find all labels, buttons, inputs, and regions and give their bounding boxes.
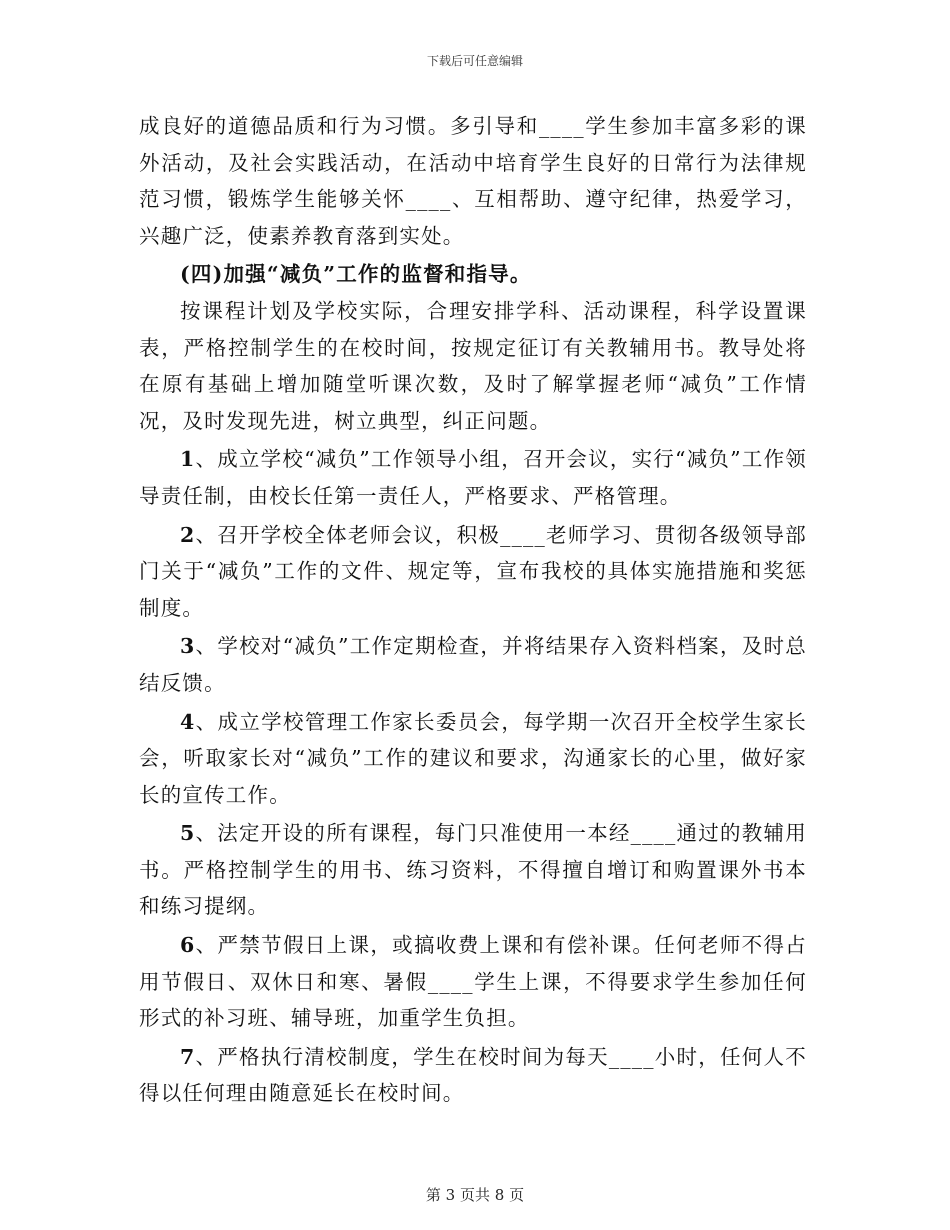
list-item-text: 、严禁节假日上课，或搞收费上课和有偿补课。任何老师不得占用节假日、双休日和寒、暑假____学生上课，不得要求学生参加任何形式的补习班、辅导班，加重学生负担。 (139, 933, 807, 1031)
list-item-text: 、学校对“减负”工作定期检查，并将结果存入资料档案，及时总结反馈。 (139, 634, 807, 695)
list-item-5 (139, 815, 807, 925)
paragraph-intro: 按课程计划及学校实际，合理安排学科、活动课程，科学设置课表，严格控制学生的在校时间，按规定征订有关教辅用书。教导处将在原有基础上增加随堂听课次数，及时了解掌握老师“减负”工作情况，及时发现先进，树立典型，纠正问题。 (139, 298, 807, 433)
list-number: 7 (180, 1044, 196, 1069)
list-number: 6 (180, 933, 196, 958)
list-item-text: 、法定开设的所有课程，每门只准使用一本经____通过的教辅用书。严格控制学生的用书、练习资料，不得擅自增订和购置课外书本和练习提纲。 (139, 821, 807, 919)
page-footer: 第 3 页共 8 页 (425, 1186, 525, 1204)
list-item-4 (139, 704, 807, 814)
section-heading: (四)加强“减负”工作的监督和指导。 (180, 262, 532, 287)
list-item-2 (139, 517, 807, 627)
list-number: 2 (180, 522, 196, 547)
list-item-text: 、成立学校“减负”工作领导小组，召开会议，实行“减负”工作领导责任制，由校长任第一责任人，严格要求、严格管理。 (139, 447, 807, 508)
paragraph-continuation: 成良好的道德品质和行为习惯。多引导和____学生参加丰富多彩的课外活动，及社会实践活动，在活动中培育学生良好的日常行为法律规范习惯，锻炼学生能够关怀____、互相帮助、遵守纪律，热爱学习，兴趣广泛，使素养教育落到实处。 (139, 114, 807, 248)
page-header: 下载后可任意编辑 (426, 54, 523, 68)
list-number: 3 (180, 634, 196, 659)
list-number: 5 (180, 821, 196, 846)
document-body (139, 108, 807, 1112)
list-item-6 (139, 927, 807, 1037)
list-item-text: 、成立学校管理工作家长委员会，每学期一次召开全校学生家长会，听取家长对“减负”工作的建议和要求，沟通家长的心里，做好家长的宣传工作。 (139, 709, 807, 807)
list-number: 4 (180, 709, 196, 734)
list-item-text: 、召开学校全体老师会议，积极____老师学习、贯彻各级领导部门关于“减负”工作的文件、规定等，宣布我校的具体实施措施和奖惩制度。 (139, 522, 807, 620)
list-item-3 (139, 628, 807, 701)
list-item-text: 、严格执行清校制度，学生在校时间为每天____小时，任何人不得以任何理由随意延长在校时间。 (139, 1044, 807, 1106)
list-item-7 (139, 1039, 807, 1112)
list-number: 1 (180, 447, 196, 472)
list-item-1 (139, 441, 807, 514)
